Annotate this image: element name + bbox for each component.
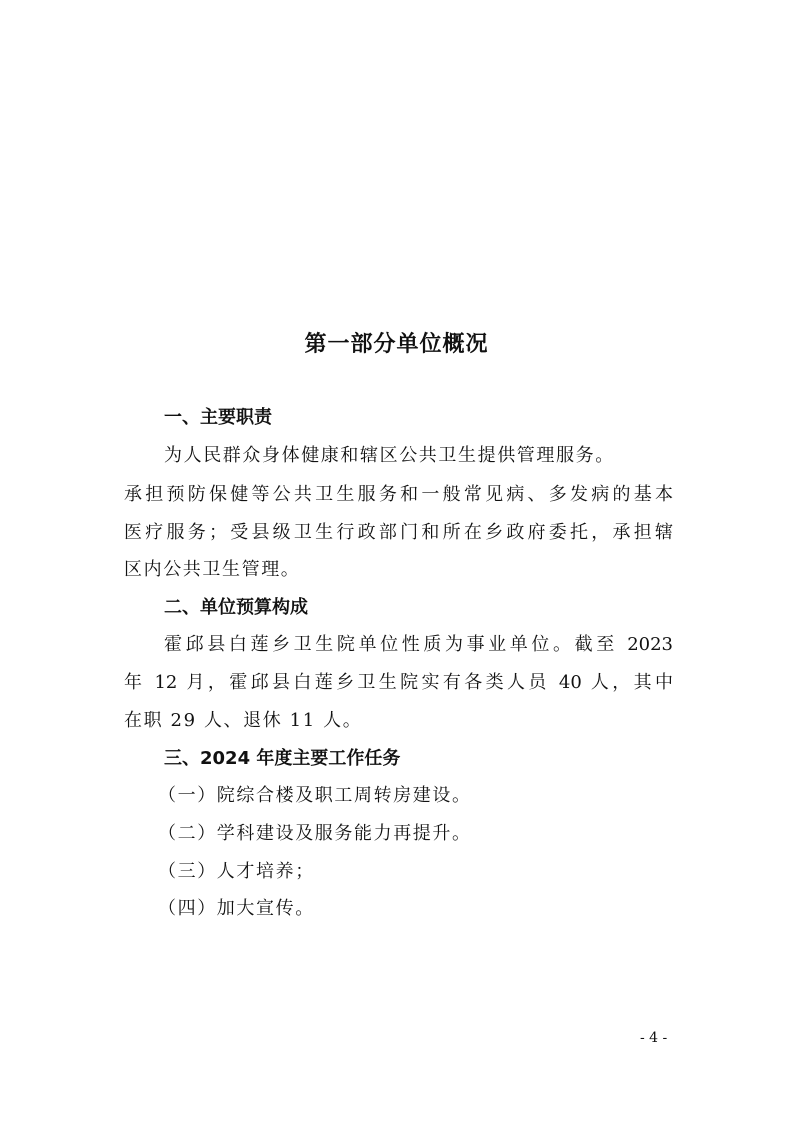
section-heading-main-duties: 一、主要职责 — [164, 407, 272, 428]
paragraph-line: 承担预防保健等公共卫生服务和一般常见病、多发病的基本 — [124, 484, 673, 505]
paragraph-line: 区内公共卫生管理。 — [124, 559, 301, 580]
section-heading-2024-tasks: 三、2024 年度主要工作任务 — [164, 748, 401, 769]
paragraph-line: 在职 29 人、退休 11 人。 — [124, 710, 363, 731]
task-item: （二）学科建设及服务能力再提升。 — [158, 823, 472, 844]
task-item: （三）人才培养； — [158, 861, 315, 882]
paragraph-line: 医疗服务；受县级卫生行政部门和所在乡政府委托，承担辖 — [124, 522, 673, 543]
task-item: （一）院综合楼及职工周转房建设。 — [158, 785, 472, 806]
page-title: 第一部分单位概况 — [304, 332, 489, 357]
page-number: - 4 - — [640, 1030, 668, 1046]
paragraph-line: 霍邱县白莲乡卫生院单位性质为事业单位。截至 2023 — [164, 634, 673, 655]
paragraph-line: 年 12 月，霍邱县白莲乡卫生院实有各类人员 40 人，其中 — [124, 672, 673, 693]
task-item: （四）加大宣传。 — [158, 898, 315, 919]
section-heading-budget-structure: 二、单位预算构成 — [164, 597, 308, 618]
paragraph-line: 为人民群众身体健康和辖区公共卫生提供管理服务。 — [164, 445, 615, 466]
